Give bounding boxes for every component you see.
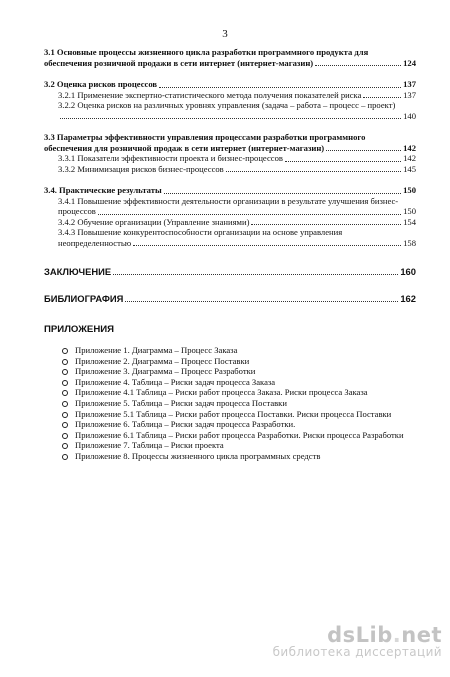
watermark-logo [273,623,442,647]
list-item[interactable] [60,356,420,367]
list-item[interactable] [60,345,420,356]
toc-entry-3-3-1[interactable] [44,153,416,164]
watermark-logo-main: dsLib [327,623,393,647]
toc-entry-3-2[interactable] [44,79,416,90]
bullet-icon [62,348,68,354]
list-item[interactable] [60,387,420,398]
appendix-label: Приложение 6. Таблица – Риски задач процесса Разработки. [75,419,296,430]
toc-entry-3-4-1-line2: процессов [58,206,96,216]
dot-leader [164,192,401,194]
list-item[interactable] [60,440,420,451]
bullet-icon [62,369,68,375]
appendices-heading: ПРИЛОЖЕНИЯ [44,324,115,335]
bullet-icon [62,412,68,418]
list-item[interactable] [60,398,420,409]
watermark [273,623,442,659]
page-number: 3 [222,28,228,40]
bullet-icon [62,401,68,407]
appendix-label: Приложение 5.1 Таблица – Риски работ процесса Поставки. Риски процесса Поставки [75,408,392,419]
watermark-logo-dot: . [392,623,402,647]
toc-entry-3-3-2-page: 145 [403,163,416,174]
dot-leader [113,273,398,275]
toc-entry-3-3-page: 142 [403,142,416,153]
list-item[interactable] [60,419,420,430]
toc-entry-3-4-3[interactable] [44,227,416,248]
appendix-label: Приложение 4. Таблица – Риски задач процесса Заказа [75,376,276,387]
list-item[interactable] [60,366,420,377]
dot-leader [326,149,401,151]
toc-entry-3-4-3-line2: неопределенностью [58,237,132,248]
toc-bibliography-title: БИБЛИОГРАФИЯ [44,293,124,304]
appendix-label: Приложение 1. Диаграмма – Процесс Заказа [75,345,238,355]
watermark-subtitle: библиотека диссертаций [272,645,442,659]
dot-leader [285,160,401,162]
appendix-label: Приложение 7. Таблица – Риски проекта [75,440,224,451]
bullet-icon [62,454,68,460]
toc-entry-3-3-line1: 3.3 Параметры эффективности управления процессами разработки программного [44,132,366,142]
bullet-icon [62,443,68,449]
toc-conclusion-title: ЗАКЛЮЧЕНИЕ [44,266,112,277]
appendix-label: Приложение 4.1 Таблица – Риски работ процесса Заказа. Риски процесса Заказа [75,387,368,398]
toc-entry-3-4-3-page: 158 [403,237,416,248]
toc-conclusion-page: 160 [400,266,416,277]
toc-entry-3-3-line2: обеспечения для розничной продаж в сети интернет (интернет-магазин) [44,142,325,153]
toc-entry-3-4-1[interactable] [44,196,416,217]
toc-entry-bibliography[interactable] [44,293,416,304]
appendices-list [60,345,420,462]
list-item[interactable] [60,451,420,462]
toc-entry-3-4-2-page: 154 [403,216,416,227]
toc-entry-3-3-1-page: 142 [403,153,416,163]
toc-entry-3-2-2[interactable] [44,100,416,121]
bullet-icon [62,390,68,396]
dot-leader [98,213,401,215]
table-of-contents [44,47,416,248]
toc-entry-3-3-2[interactable] [44,164,416,175]
toc-entry-3-2-2-page: 140 [403,110,416,121]
appendix-label: Приложение 6.1 Таблица – Риски работ процесса Разработки. Риски процесса Разработки [75,429,404,440]
toc-entry-3-4-1-line1: 3.4.1 Повышение эффективности деятельности организации в результате улучшения бизнес- [58,195,399,206]
dot-leader [159,86,401,88]
appendix-label: Приложение 2. Диаграмма – Процесс Поставки [75,355,250,366]
watermark-logo-tld: net [401,623,442,647]
toc-entry-3-4-2[interactable] [44,217,416,228]
toc-bibliography-page: 162 [400,293,416,304]
toc-entry-3-3-1-title: 3.3.1 Показатели эффективности проекта и бизнес-процессов [58,153,283,163]
list-item[interactable] [60,409,420,420]
list-item[interactable] [60,430,420,441]
dot-leader [226,170,401,172]
toc-entry-3-4[interactable] [44,185,416,196]
bullet-icon [62,422,68,428]
toc-entry-3-2-1-title: 3.2.1 Применение экспертно-статистического метода получения показателей риска [58,89,362,100]
toc-entry-3-1[interactable] [44,47,416,68]
appendix-label: Приложение 3. Диаграмма – Процесс Разработки [75,366,256,377]
bullet-icon [62,380,68,386]
toc-entry-3-4-page: 150 [403,185,416,195]
toc-entry-3-1-line2: обеспечения розничной продажи в сети интернет (интернет-магазин) [44,57,314,68]
toc-entry-3-2-1-page: 137 [403,89,416,100]
toc-entry-3-4-title: 3.4. Практические результаты [44,185,162,195]
toc-entry-3-1-page: 124 [403,57,416,68]
toc-entry-3-4-3-line1: 3.4.3 Повышение конкурентоспособности организации на основе управления [58,227,343,237]
toc-entry-3-4-1-page: 150 [403,206,416,216]
toc-entry-3-2-page: 137 [403,79,416,89]
dot-leader [363,96,401,98]
list-item[interactable] [60,377,420,388]
bullet-icon [62,433,68,439]
toc-entry-3-1-line1: 3.1 Основные процессы жизненного цикла разработки программного продукта для [44,47,369,57]
toc-entry-3-2-1[interactable] [44,90,416,101]
toc-entry-conclusion[interactable] [44,266,416,277]
toc-entry-3-2-2-line1: 3.2.2 Оценка рисков на различных уровнях управления (задача – работа – процесс – проект) [58,100,396,110]
dot-leader [60,117,401,119]
appendix-label: Приложение 5. Таблица – Риски задач процесса Поставки [75,397,287,408]
dot-leader [315,64,401,66]
toc-entry-3-2-title: 3.2 Оценка рисков процессов [44,79,158,89]
appendix-label: Приложение 8. Процессы жизненного цикла программных средств [75,450,321,461]
dot-leader [125,300,398,302]
toc-entry-3-4-2-title: 3.4.2 Обучение организации (Управление знаниями) [58,216,250,227]
bullet-icon [62,359,68,365]
toc-entry-3-3[interactable] [44,132,416,153]
dot-leader [251,223,401,225]
toc-entry-3-3-2-title: 3.3.2 Минимизация рисков бизнес-процессов [58,163,224,174]
dot-leader [133,244,401,246]
